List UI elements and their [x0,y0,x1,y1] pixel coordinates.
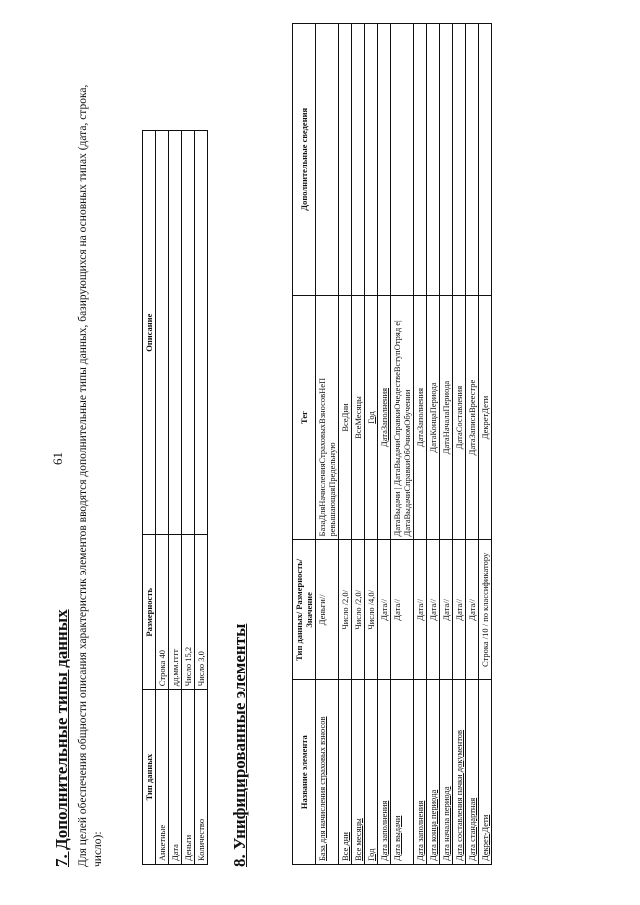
type-cell: Число /2,0/ [339,540,352,680]
table-cell: дд.мм.гггг [169,535,182,690]
table-cell: Анкетные [156,690,169,865]
info-cell [466,24,479,296]
table-cell [195,131,208,535]
tag-cell: Год [365,295,378,540]
column-header: Тип данных [143,690,156,865]
tag-cell: ДатаНачалаПериода [440,295,453,540]
element-name-cell: Дата выдачи [391,680,414,865]
table-cell [182,131,195,535]
table-row [182,131,195,865]
tag-cell: ДекретДети [479,295,492,540]
column-header: Тег [293,295,316,540]
element-name-cell: Декрет-Дети [479,680,492,865]
table-row [414,24,427,865]
element-name-cell: Дата стандартная [466,680,479,865]
type-cell: Деньги// [316,540,339,680]
type-cell: Число /4,0/ [365,540,378,680]
section-7-intro: Для целей обеспечения общности описания характеристик элементов вводятся дополнительные типы данных, базирующихся на основных типах (дата, строка, число): [77,84,104,867]
info-cell [440,24,453,296]
table-row [479,24,492,865]
element-name-cell: Дата заполнения [414,680,427,865]
element-name-cell: Дата заполнения [378,680,391,865]
info-cell [365,24,378,296]
table-row [339,24,352,865]
tag-cell: ВсеДни [339,295,352,540]
info-cell [316,24,339,296]
section-8-heading: 8. Унифицированные элементы [230,623,249,867]
info-cell [352,24,365,296]
table-cell [156,131,169,535]
element-name-cell: Год [365,680,378,865]
type-cell: Дата// [414,540,427,680]
table-cell [169,131,182,535]
type-cell: Строка /10 / по классификатору [479,540,492,680]
table-row [440,24,453,865]
table-row [427,24,440,865]
table-cell: Число 15,2 [182,535,195,690]
info-cell [391,24,414,296]
table-row [466,24,479,865]
element-name-cell: Дата начала периода [440,680,453,865]
table-cell: Строка 40 [156,535,169,690]
column-header: Название элемента [293,680,316,865]
table-row [169,131,182,865]
table-row [316,24,339,865]
data-types-table [142,130,208,865]
table-row [352,24,365,865]
info-cell [339,24,352,296]
table-row [453,24,466,865]
tag-cell: БазаДляНачисленияСтраховыхВзносовНеП ревышающаяПредельную [316,295,339,540]
tag-cell: ДатаСоставления [453,295,466,540]
column-header: Описание [143,131,156,535]
tag-cell: ВсеМесяцы [352,295,365,540]
column-header: Дополнительные сведения [293,24,316,296]
unified-elements-table [292,23,492,865]
table-cell: Количество [195,690,208,865]
table-cell: Дата [169,690,182,865]
tag-cell: ДатаЗаписиВреестре [466,295,479,540]
table-row [391,24,414,865]
type-cell: Дата// [466,540,479,680]
table-row [195,131,208,865]
type-cell: Дата// [440,540,453,680]
element-name-cell: Дата составления пачки документов [453,680,466,865]
type-cell: Число /2,0/ [352,540,365,680]
table-row [365,24,378,865]
tag-cell: ДатаЗаполнения [414,295,427,540]
page-number: 61 [50,452,65,465]
table-row [156,131,169,865]
table-header-row [143,131,156,865]
section-7-heading: 7. Дополнительные типы данных [52,609,71,867]
info-cell [378,24,391,296]
tag-cell: ДатаВыдачи | ДатаВыдачиСправкиОчедествеВступОтряд е| ДатаВыдачиСправкиОбОчномОбучении [391,295,414,540]
table-cell: Число 3,0 [195,535,208,690]
type-cell: Дата// [378,540,391,680]
table-cell: Деньги [182,690,195,865]
element-name-cell: База для начисления страховых взносов [316,680,339,865]
info-cell [427,24,440,296]
element-name-cell: Все месяцы [352,680,365,865]
type-cell: Дата// [453,540,466,680]
info-cell [414,24,427,296]
column-header: Размерность [143,535,156,690]
info-cell [453,24,466,296]
element-name-cell: Все дни [339,680,352,865]
info-cell [479,24,492,296]
element-name-cell: Дата конца периода [427,680,440,865]
column-header: Тип данных/ Размерность/ Значение [293,540,316,680]
tag-cell: ДатаКонцаПериода [427,295,440,540]
type-cell: Дата// [427,540,440,680]
tag-cell: ДатаЗаполнения [378,295,391,540]
table-header-row [293,24,316,865]
type-cell: Дата// [391,540,414,680]
table-row [378,24,391,865]
